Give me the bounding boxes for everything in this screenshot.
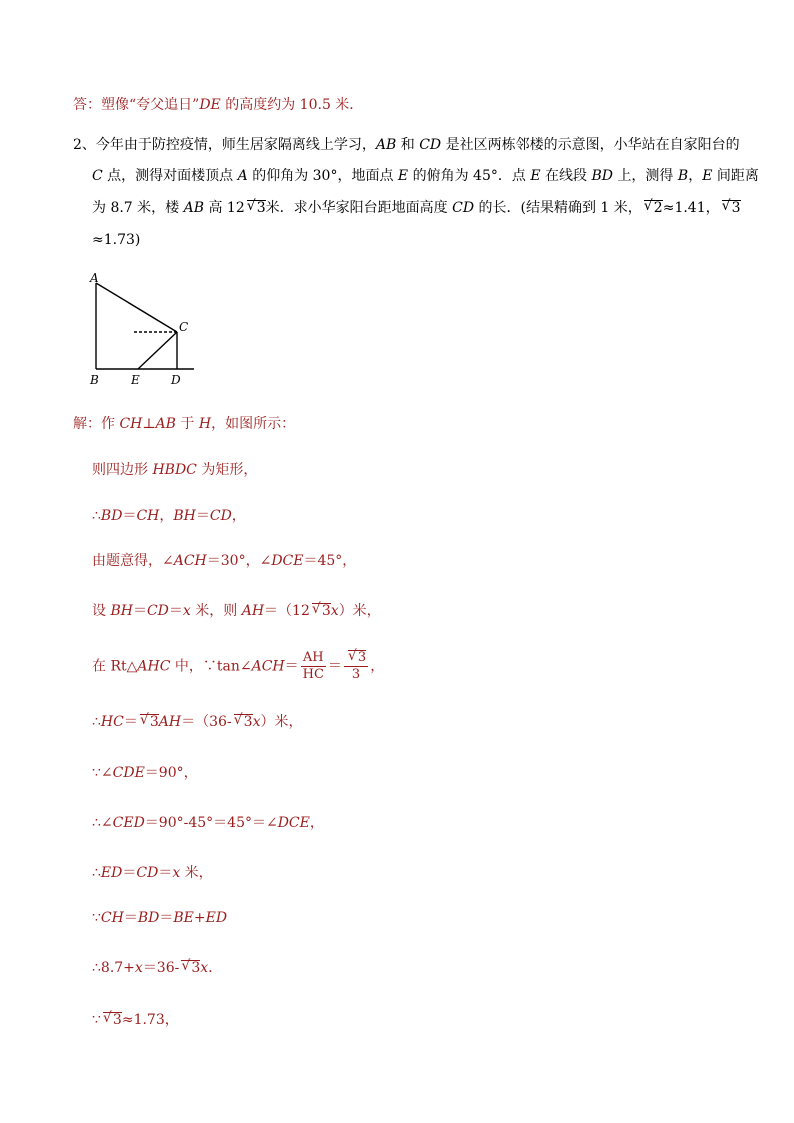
math-var: CDE	[112, 765, 145, 781]
math-var: E	[397, 168, 409, 184]
text-run: ＝（36-	[181, 714, 232, 730]
math-var: x	[252, 714, 261, 730]
sqrt: √ 3	[312, 603, 331, 618]
text-run: 点，测得对面楼顶点	[102, 168, 238, 184]
text-run: ＝36-	[142, 960, 180, 976]
math-var: ACH	[173, 553, 207, 569]
math-var: DCE	[271, 553, 304, 569]
text-run: ∴	[92, 714, 101, 730]
math-var: x	[172, 865, 181, 881]
text-run: 米，	[180, 865, 213, 881]
text-run: ＝90°-45°＝45°＝∠	[144, 815, 278, 831]
math-var: ACH	[251, 658, 285, 675]
text-run: ）米，	[338, 603, 381, 619]
solution-line-12	[92, 958, 222, 978]
text-run: 是社区两栋邻楼的示意图，小华站在自家阳台的	[441, 137, 740, 153]
solution-line-5	[92, 601, 381, 621]
text-run: ＝90°，	[144, 765, 198, 781]
problem-line-3	[92, 198, 741, 218]
text-run: ⊥	[142, 416, 156, 432]
math-var: AB	[155, 416, 176, 432]
math-var: x	[134, 960, 143, 976]
math-var: x	[200, 960, 209, 976]
math-var: CD	[146, 603, 169, 619]
text-run: 米．求小华家阳台距地面高度	[265, 200, 453, 216]
text-run: ＝	[122, 865, 137, 881]
answer-line	[73, 95, 363, 115]
math-var: ED	[205, 910, 228, 926]
label-d: D	[171, 373, 181, 387]
text-run: ＝	[122, 508, 137, 524]
text-run: ∵	[92, 910, 101, 926]
solution-line-4	[92, 551, 356, 571]
math-var: CH	[136, 508, 160, 524]
sqrt: √ 3	[348, 650, 366, 665]
math-var: AH	[241, 603, 265, 619]
text-run: ＝	[123, 910, 138, 926]
solution-line-11	[92, 908, 227, 928]
text-run: ）米，	[260, 714, 303, 730]
math-var: BH	[173, 508, 196, 524]
solution-line-7	[92, 712, 302, 732]
text-run: 由题意得，∠	[92, 553, 174, 569]
text-run: 和	[396, 137, 420, 153]
segment-ec	[138, 332, 177, 369]
math-var: BE	[173, 910, 194, 926]
text-run: ∴8.7+	[92, 960, 135, 976]
math-var: BD	[100, 508, 123, 524]
text-run: ≈1.41，	[662, 200, 720, 216]
problem-line-2	[92, 166, 759, 186]
fraction	[344, 650, 368, 683]
solution-line-9	[92, 813, 324, 833]
solution-line-10	[92, 863, 213, 883]
sqrt: √ 3	[722, 200, 741, 215]
math-var: C	[92, 168, 103, 184]
solution-line-13	[92, 1010, 179, 1030]
problem-line-4	[92, 230, 140, 250]
text-run: ＝	[132, 603, 147, 619]
text-run: 2、今年由于防控疫情，师生居家隔离线上学习，	[73, 137, 376, 153]
math-var: E	[530, 168, 541, 184]
text-run: ，	[370, 658, 385, 675]
text-run: 于	[175, 416, 199, 432]
text-run: 米，则	[190, 603, 242, 619]
fraction-denominator: 3	[351, 667, 361, 682]
text-run: 为矩形，	[196, 462, 258, 478]
sqrt: √ 3	[140, 714, 159, 729]
math-var: CD	[452, 200, 475, 216]
text-run: ．	[208, 960, 223, 976]
solution-line-6	[92, 650, 384, 683]
label-e: E	[131, 373, 140, 387]
text-run: ＝	[158, 865, 173, 881]
text-run: +	[193, 910, 206, 926]
math-var: x	[182, 603, 191, 619]
math-var: AB	[183, 200, 205, 216]
label-b: B	[90, 373, 99, 387]
text-run: ∵∠	[92, 765, 113, 781]
fraction-numerator	[344, 650, 368, 667]
sqrt: √ 3	[247, 200, 266, 215]
sqrt: √ 3	[103, 1012, 122, 1027]
text-run: ＝（12	[264, 603, 310, 619]
solution-line-2	[92, 460, 257, 480]
math-var: x	[330, 603, 339, 619]
math-var: BH	[110, 603, 133, 619]
sqrt: √ 3	[234, 714, 253, 729]
math-var: AB	[375, 137, 397, 153]
math-var: B	[677, 168, 689, 184]
text-run: ≈1.73)	[92, 232, 141, 248]
text-run: 则四边形	[92, 462, 153, 478]
text-run: ＝	[195, 508, 210, 524]
segment-ac	[96, 283, 177, 332]
math-var: CD	[419, 137, 442, 153]
text-run: 为 8.7 米，楼	[92, 200, 184, 216]
text-run: ＝45°，	[303, 553, 357, 569]
text-run: 的俯角为 45°．点	[408, 168, 531, 184]
math-var: CD	[209, 508, 232, 524]
fraction	[301, 650, 326, 683]
label-a: A	[90, 271, 99, 285]
math-var: DCE	[277, 815, 310, 831]
label-c: C	[179, 320, 189, 334]
text-run: ，	[231, 508, 246, 524]
fraction-denominator: HC	[302, 667, 324, 682]
geometry-figure	[82, 268, 212, 393]
text-run: 在线段	[540, 168, 592, 184]
math-var: HBDC	[152, 462, 197, 478]
text-run: ，	[159, 508, 174, 524]
text-run: 间距离	[712, 168, 759, 184]
solution-line-3	[92, 506, 246, 526]
problem-line-1	[73, 135, 740, 155]
math-var: AH	[158, 714, 182, 730]
text-run: 高 12	[204, 200, 245, 216]
math-var: HC	[100, 714, 124, 730]
text-run: 在 Rt△	[92, 658, 138, 675]
text-run: ≈1.73，	[121, 1012, 179, 1028]
text-run: ∴∠	[92, 815, 113, 831]
math-var: CH	[119, 416, 143, 432]
text-run: 的仰角为 30°，地面点	[247, 168, 398, 184]
answer-prefix: 答：塑像“夸父追日”	[73, 97, 200, 113]
math-var: A	[237, 168, 248, 184]
sqrt: √ 3	[181, 960, 200, 975]
math-var: CD	[136, 865, 159, 881]
math-var: H	[198, 416, 212, 432]
text-run: ∴	[92, 865, 101, 881]
text-run: ＝	[168, 603, 183, 619]
math-var: BD	[137, 910, 160, 926]
text-run: ＝	[327, 658, 342, 675]
answer-var: DE	[199, 97, 221, 113]
text-run: 中，∵tan∠	[170, 658, 252, 675]
text-run: ＝30°，∠	[206, 553, 272, 569]
math-var: ED	[100, 865, 123, 881]
text-run: ，如图所示：	[211, 416, 296, 432]
solution-line-8	[92, 763, 198, 783]
fraction-numerator: AH	[302, 650, 324, 665]
sqrt: √ 2	[644, 200, 663, 215]
math-var: E	[702, 168, 713, 184]
text-run: ＝	[159, 910, 174, 926]
math-var: CED	[112, 815, 145, 831]
text-run: ∴	[92, 508, 101, 524]
text-run: ＝	[123, 714, 138, 730]
text-run: ＝	[284, 658, 299, 675]
math-var: CH	[100, 910, 124, 926]
text-run: 上，测得	[612, 168, 678, 184]
math-var: AHC	[137, 658, 171, 675]
text-run: ∵	[92, 1012, 101, 1028]
text-run: 设	[92, 603, 111, 619]
solution-line-1	[73, 414, 295, 434]
answer-suffix: 的高度约为 10.5 米．	[220, 97, 364, 113]
text-run: 解：作	[73, 416, 120, 432]
text-run: 的长．(结果精确到 1 米，	[474, 200, 642, 216]
text-run: ，	[688, 168, 703, 184]
text-run: ，	[309, 815, 324, 831]
math-var: BD	[591, 168, 613, 184]
